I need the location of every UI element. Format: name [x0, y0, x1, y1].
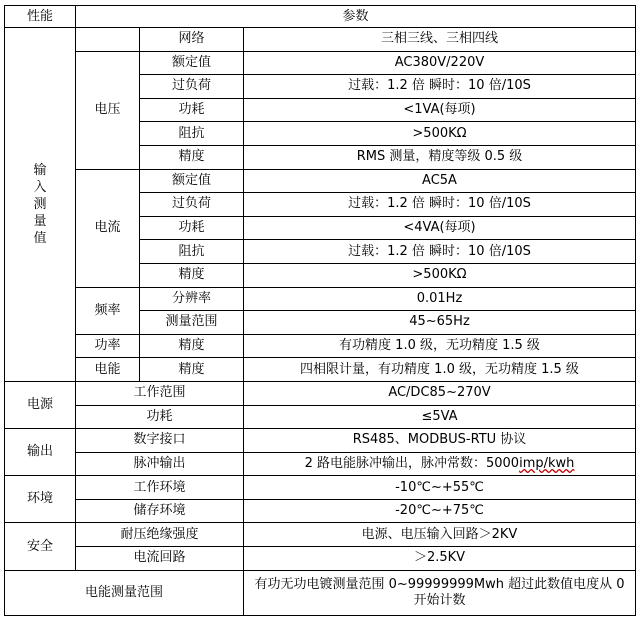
- row-name: 数字接口: [76, 429, 244, 453]
- table-row: [5, 334, 636, 358]
- row-value: ≤5VA: [244, 405, 636, 429]
- row-name: 测量范围: [140, 311, 244, 335]
- voltage-label: 电压: [76, 51, 140, 169]
- table-row: [5, 523, 636, 547]
- row-name: 精度: [140, 334, 244, 358]
- row-name: 额定值: [140, 169, 244, 193]
- row-name: 工作范围: [76, 381, 244, 405]
- current-label: 电流: [76, 169, 140, 287]
- row-value: 电源、电压输入回路＞2KV: [244, 523, 636, 547]
- header-performance: 性能: [5, 6, 76, 28]
- row-value: 45~65Hz: [244, 311, 636, 335]
- row-name: 精度: [140, 263, 244, 287]
- row-name: 精度: [140, 145, 244, 169]
- row-value: 有功精度 1.0 级，无功精度 1.5 级: [244, 334, 636, 358]
- table-row: [5, 452, 636, 476]
- table-row: [5, 287, 636, 311]
- table-row: [5, 169, 636, 193]
- row-value: 0.01Hz: [244, 287, 636, 311]
- row-value: AC5A: [244, 169, 636, 193]
- output-label: 输出: [5, 429, 76, 476]
- table-row: [5, 51, 636, 75]
- pulse-unit: imp/kwh: [519, 455, 575, 471]
- row-value: >500KΩ: [244, 122, 636, 146]
- table-row: [5, 28, 636, 52]
- row-name: 阻抗: [140, 240, 244, 264]
- row-name: 脉冲输出: [76, 452, 244, 476]
- table-row: [5, 405, 636, 429]
- row-name: 耐压绝缘强度: [76, 523, 244, 547]
- energy-range-value: 有功无功电镀测量范围 0~99999999Mwh 超过此数值电度从 0 开始计数: [244, 570, 636, 615]
- power-label: 功率: [76, 334, 140, 358]
- row-value: [244, 452, 636, 476]
- row-value: 过载：1.2 倍 瞬时：10 倍/10S: [244, 240, 636, 264]
- row-name: 功耗: [140, 98, 244, 122]
- header-row: [5, 6, 636, 28]
- table-row: [5, 476, 636, 500]
- environment-label: 环境: [5, 476, 76, 523]
- row-value: >500KΩ: [244, 263, 636, 287]
- safety-label: 安全: [5, 523, 76, 570]
- row-name: 精度: [140, 358, 244, 382]
- network-spacer: [76, 28, 140, 52]
- row-name: 分辨率: [140, 287, 244, 311]
- frequency-label: 频率: [76, 287, 140, 334]
- row-name: 储存环境: [76, 499, 244, 523]
- table-row: [5, 429, 636, 453]
- row-value: 过载：1.2 倍 瞬时：10 倍/10S: [244, 75, 636, 99]
- energy-range-label: 电能测量范围: [5, 570, 244, 615]
- row-name: 过负荷: [140, 193, 244, 217]
- network-value: 三相三线、三相四线: [244, 28, 636, 52]
- row-value: RMS 测量，精度等级 0.5 级: [244, 145, 636, 169]
- row-name: 电流回路: [76, 547, 244, 571]
- header-parameters: 参数: [76, 6, 636, 28]
- row-name: 功耗: [76, 405, 244, 429]
- input-group-label: 输入测量值: [5, 28, 76, 382]
- network-name: 网络: [140, 28, 244, 52]
- row-value: 四相限计量，有功精度 1.0 级，无功精度 1.5 级: [244, 358, 636, 382]
- row-name: 额定值: [140, 51, 244, 75]
- table-row: [5, 570, 636, 615]
- row-value: -10℃~+55℃: [244, 476, 636, 500]
- row-value: ＞2.5KV: [244, 547, 636, 571]
- row-name: 工作环境: [76, 476, 244, 500]
- table-row: [5, 499, 636, 523]
- row-value: -20℃~+75℃: [244, 499, 636, 523]
- row-value: 过载：1.2 倍 瞬时：10 倍/10S: [244, 193, 636, 217]
- supply-label: 电源: [5, 381, 76, 428]
- row-name: 阻抗: [140, 122, 244, 146]
- row-value: <4VA(每项): [244, 216, 636, 240]
- pulse-value-text: 2 路电能脉冲输出，脉冲常数：5000: [304, 455, 520, 471]
- spec-table: [4, 5, 636, 616]
- row-name: 功耗: [140, 216, 244, 240]
- table-row: [5, 358, 636, 382]
- table-row: [5, 547, 636, 571]
- row-value: RS485、MODBUS-RTU 协议: [244, 429, 636, 453]
- energy-label: 电能: [76, 358, 140, 382]
- row-name: 过负荷: [140, 75, 244, 99]
- table-row: [5, 381, 636, 405]
- row-value: AC380V/220V: [244, 51, 636, 75]
- row-value: AC/DC85~270V: [244, 381, 636, 405]
- row-value: <1VA(每项): [244, 98, 636, 122]
